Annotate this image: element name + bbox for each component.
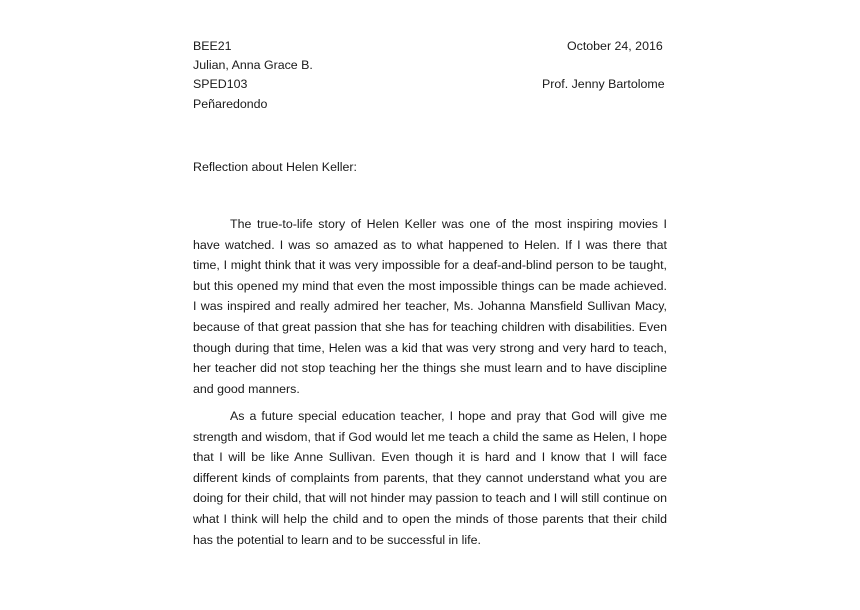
body-paragraph-2: As a future special education teacher, I hope and pray that God will give me strength and wisdom, that if God would let me teach a child the same as Helen, I hope that I will be like Anne Sullivan. Even though it is hard and I know that I will face different kinds of complaints from parents, that they cannot understand what you are doing for their child, that will not hinder may passion to teach and I will still continue on what I think will help the child and to open the minds of those parents that their child has the potential to learn and to be successful in life. bbox=[193, 409, 667, 547]
professor-name: Prof. Jenny Bartolome bbox=[542, 77, 665, 91]
student-name: Julian, Anna Grace B. bbox=[193, 58, 313, 72]
header-row-4 bbox=[193, 96, 693, 112]
subject-code: SPED103 bbox=[193, 77, 248, 91]
header-row-1 bbox=[193, 38, 693, 54]
header-row-2 bbox=[193, 57, 693, 73]
course-code: BEE21 bbox=[193, 39, 232, 53]
date: October 24, 2016 bbox=[567, 39, 663, 53]
header-row-3 bbox=[193, 76, 693, 92]
professor-surname: Peñaredondo bbox=[193, 97, 268, 111]
reflection-title: Reflection about Helen Keller: bbox=[193, 160, 357, 174]
body-paragraph-1: The true-to-life story of Helen Keller was one of the most inspiring movies I have watched. I was so amazed as to what happened to Helen. If I was there that time, I might think that it was very impossible for a deaf-and-blind person to be taught, but this opened my mind that even the most impossible things can be made achieved. I was inspired and really admired her teacher, Ms. Johanna Mansfield Sullivan Macy, because of that great passion that she has for teaching children with disabilities. Even though during that time, Helen was a kid that was very strong and very hard to teach, her teacher did not stop teaching her the things she must learn and to have discipline and good manners. bbox=[193, 217, 667, 396]
